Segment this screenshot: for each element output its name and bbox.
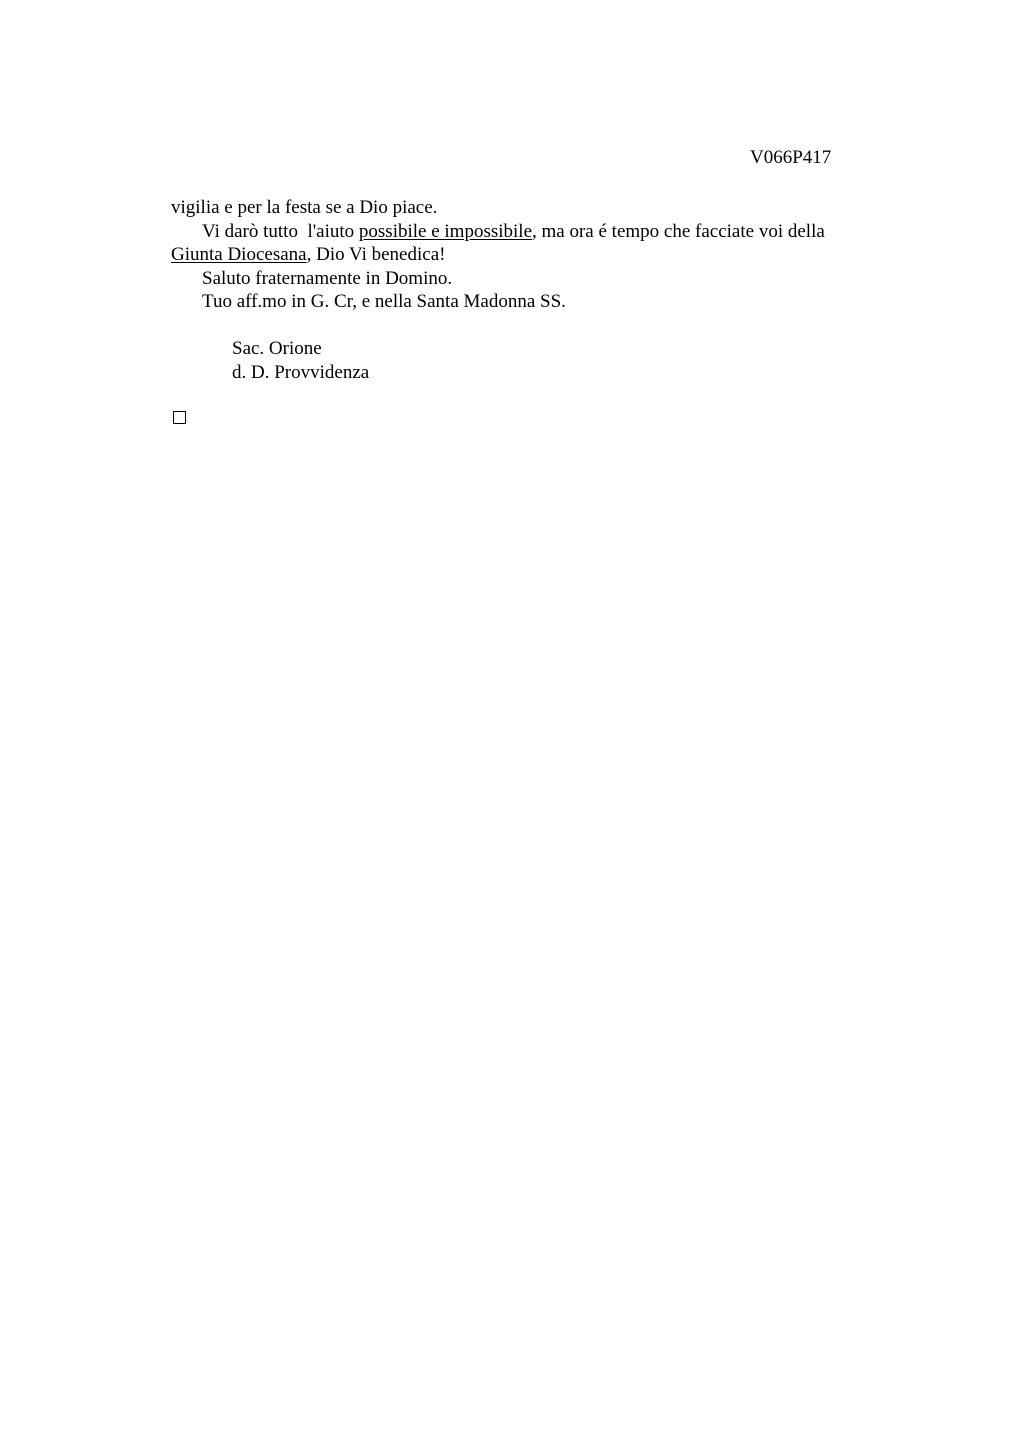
line-4: Saluto fraternamente in Domino. xyxy=(202,267,453,289)
letter-body xyxy=(171,196,891,384)
underlined-phrase: possibile e impossibile xyxy=(358,220,533,242)
signature-name: Sac. Orione xyxy=(232,338,322,359)
line-2 xyxy=(171,220,891,244)
line-5: Tuo aff.mo in G. Cr, e nella Santa Madonna SS. xyxy=(202,291,566,312)
spacer xyxy=(171,314,891,338)
line-3-end: , Dio Vi benedica! xyxy=(306,244,446,265)
signature-title: d. D. Provvidenza xyxy=(232,361,370,383)
empty-square-icon xyxy=(173,411,186,424)
page-reference: V066P417 xyxy=(750,147,832,168)
underlined-giunta: Giunta Diocesana xyxy=(171,244,307,265)
line-3 xyxy=(171,243,891,267)
line-2-start: Vi darò tutto l'aiuto xyxy=(202,220,359,242)
line-2-end: , ma ora é tempo che facciate voi della xyxy=(532,220,825,242)
line-1: vigilia e per la festa se a Dio piace. xyxy=(171,197,438,218)
